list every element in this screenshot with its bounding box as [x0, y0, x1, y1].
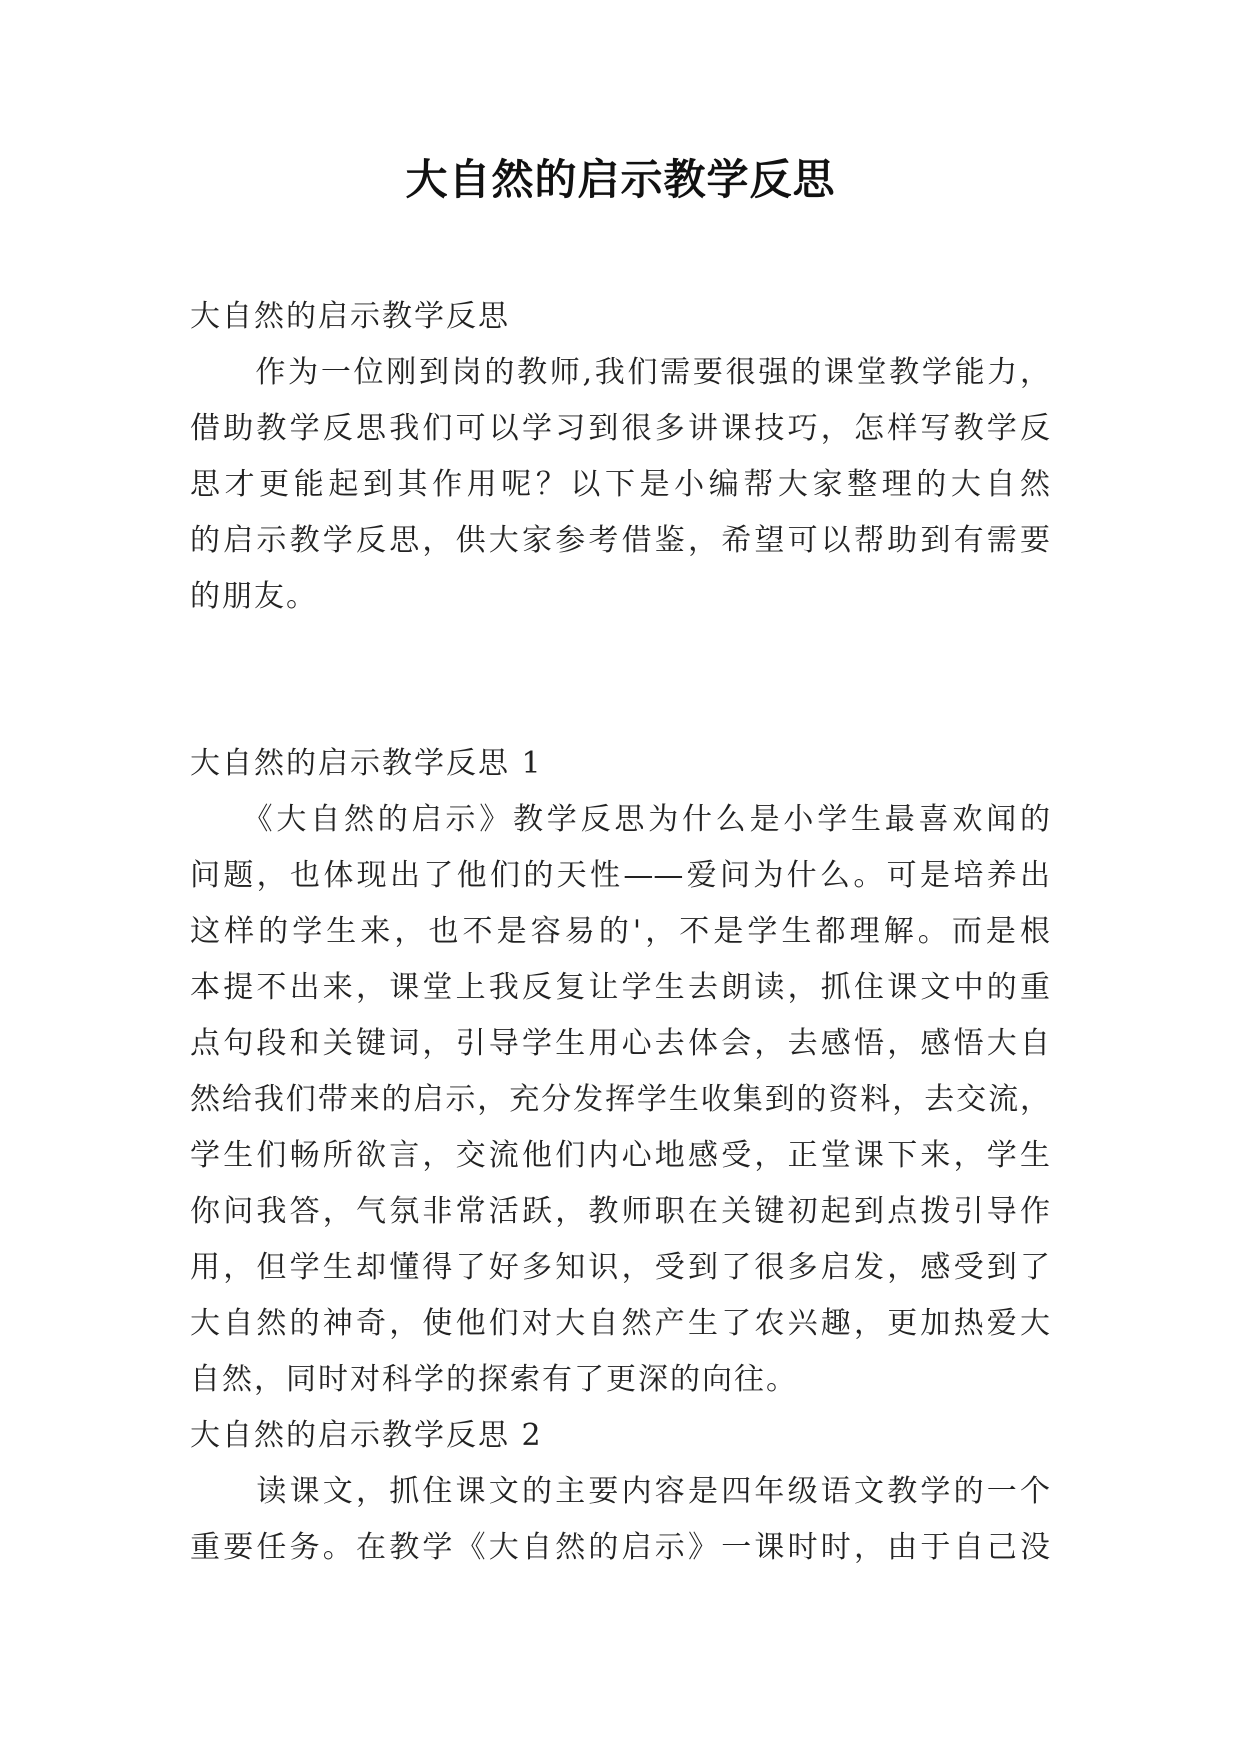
paragraph-line: 然给我们带来的启示，充分发挥学生收集到的资料，去交流， [190, 1082, 1050, 1117]
section-2-heading: 大自然的启示教学反思 2 [190, 1418, 543, 1453]
paragraph-line: 这样的学生来，也不是容易的'，不是学生都理解。而是根 [190, 914, 1050, 949]
paragraph-line: 作为一位刚到岗的教师,我们需要很强的课堂教学能力， [190, 355, 1050, 390]
document-title: 大自然的启示教学反思 [405, 155, 836, 204]
paragraph-line: 大自然的神奇，使他们对大自然产生了农兴趣，更加热爱大 [190, 1306, 1050, 1341]
paragraph-line: 学生们畅所欲言，交流他们内心地感受，正堂课下来，学生 [190, 1138, 1050, 1173]
paragraph-line: 借助教学反思我们可以学习到很多讲课技巧，怎样写教学反 [190, 411, 1050, 446]
paragraph-line: 你问我答，气氛非常活跃，教师职在关键初起到点拨引导作 [190, 1194, 1050, 1229]
paragraph-line: 的朋友。 [190, 579, 318, 614]
paragraph-line: 的启示教学反思，供大家参考借鉴，希望可以帮助到有需要 [190, 523, 1050, 558]
paragraph-line: 《大自然的启示》教学反思为什么是小学生最喜欢闻的 [190, 802, 1050, 837]
intro-heading: 大自然的启示教学反思 [190, 299, 510, 334]
paragraph-line: 点句段和关键词，引导学生用心去体会，去感悟，感悟大自 [190, 1026, 1050, 1061]
paragraph-line: 思才更能起到其作用呢？以下是小编帮大家整理的大自然 [190, 467, 1050, 502]
paragraph-line: 本提不出来，课堂上我反复让学生去朗读，抓住课文中的重 [190, 970, 1050, 1005]
paragraph-line: 重要任务。在教学《大自然的启示》一课时时，由于自己没 [190, 1530, 1050, 1565]
document-body [190, 289, 1050, 1576]
section-1-heading: 大自然的启示教学反思 1 [190, 746, 543, 781]
intro-paragraph [190, 345, 1050, 625]
section-1-paragraph [190, 792, 1050, 1408]
paragraph-line: 自然，同时对科学的探索有了更深的向往。 [190, 1362, 798, 1397]
paragraph-line: 问题，也体现出了他们的天性——爱问为什么。可是培养出 [190, 858, 1050, 893]
section-2-paragraph [190, 1464, 1050, 1576]
paragraph-line: 用，但学生却懂得了好多知识，受到了很多启发，感受到了 [190, 1250, 1050, 1285]
section-spacer [190, 625, 1050, 736]
paragraph-line: 读课文，抓住课文的主要内容是四年级语文教学的一个 [190, 1474, 1050, 1509]
